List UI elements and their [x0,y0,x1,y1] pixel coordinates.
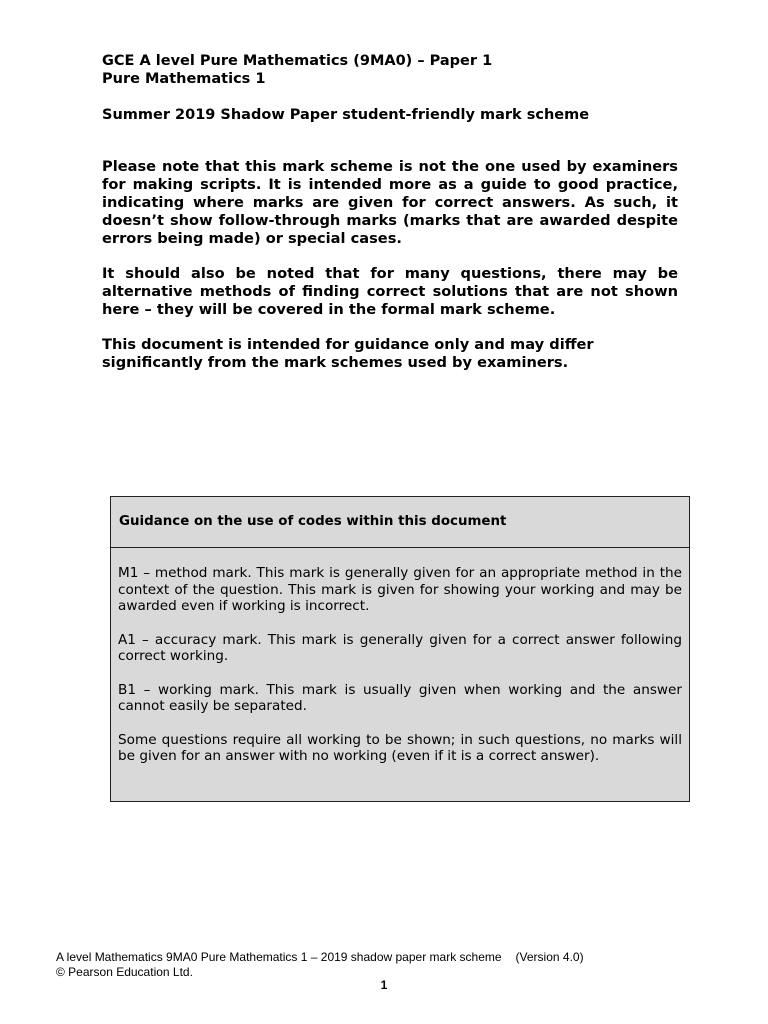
page-footer [56,950,736,980]
note-paragraph-2: It should also be noted that for many questions, there may be alternative methods of finding correct solutions that are not shown here – they will be covered in the formal mark scheme. [102,265,678,318]
footer-line-1 [56,950,736,965]
page-number: 1 [380,978,388,992]
guidance-m1: M1 – method mark. This mark is generally given for an appropriate method in the context of the question. This mark is given for showing your working and may be awarded even if working is incorrect. [118,565,682,614]
guidance-box [110,496,690,802]
footer-copyright: © Pearson Education Ltd. [56,965,193,979]
note-paragraph-1: Please note that this mark scheme is not the one used by examiners for making scripts. It is intended more as a guide to good practice, indicating where marks are given for correct answers. As such, it doesn’t show follow-through marks (marks that are awarded despite errors being made) or special cases. [102,158,678,247]
footer-document-name: A level Mathematics 9MA0 Pure Mathematics 1 – 2019 shadow paper mark scheme [56,950,502,964]
note-paragraph-3: This document is intended for guidance only and may differ significantly from the mark schemes used by examiners. [102,336,594,371]
title-line-1: GCE A level Pure Mathematics (9MA0) – Paper 1 [102,53,493,69]
guidance-b1: B1 – working mark. This mark is usually given when working and the answer cannot easily be separated. [118,681,682,714]
guidance-heading: Guidance on the use of codes within this document [111,497,689,548]
guidance-body [111,548,689,765]
document-title [102,52,682,88]
title-line-2: Pure Mathematics 1 [102,71,266,87]
guidance-working-note: Some questions require all working to be shown; in such questions, no marks will be given for an answer with no working (even if it is a correct answer). [118,731,682,764]
notes-section [102,158,678,389]
document-subtitle: Summer 2019 Shadow Paper student-friendly mark scheme [102,107,590,123]
guidance-a1: A1 – accuracy mark. This mark is generally given for a correct answer following correct working. [118,631,682,664]
footer-version: (Version 4.0) [515,950,584,964]
